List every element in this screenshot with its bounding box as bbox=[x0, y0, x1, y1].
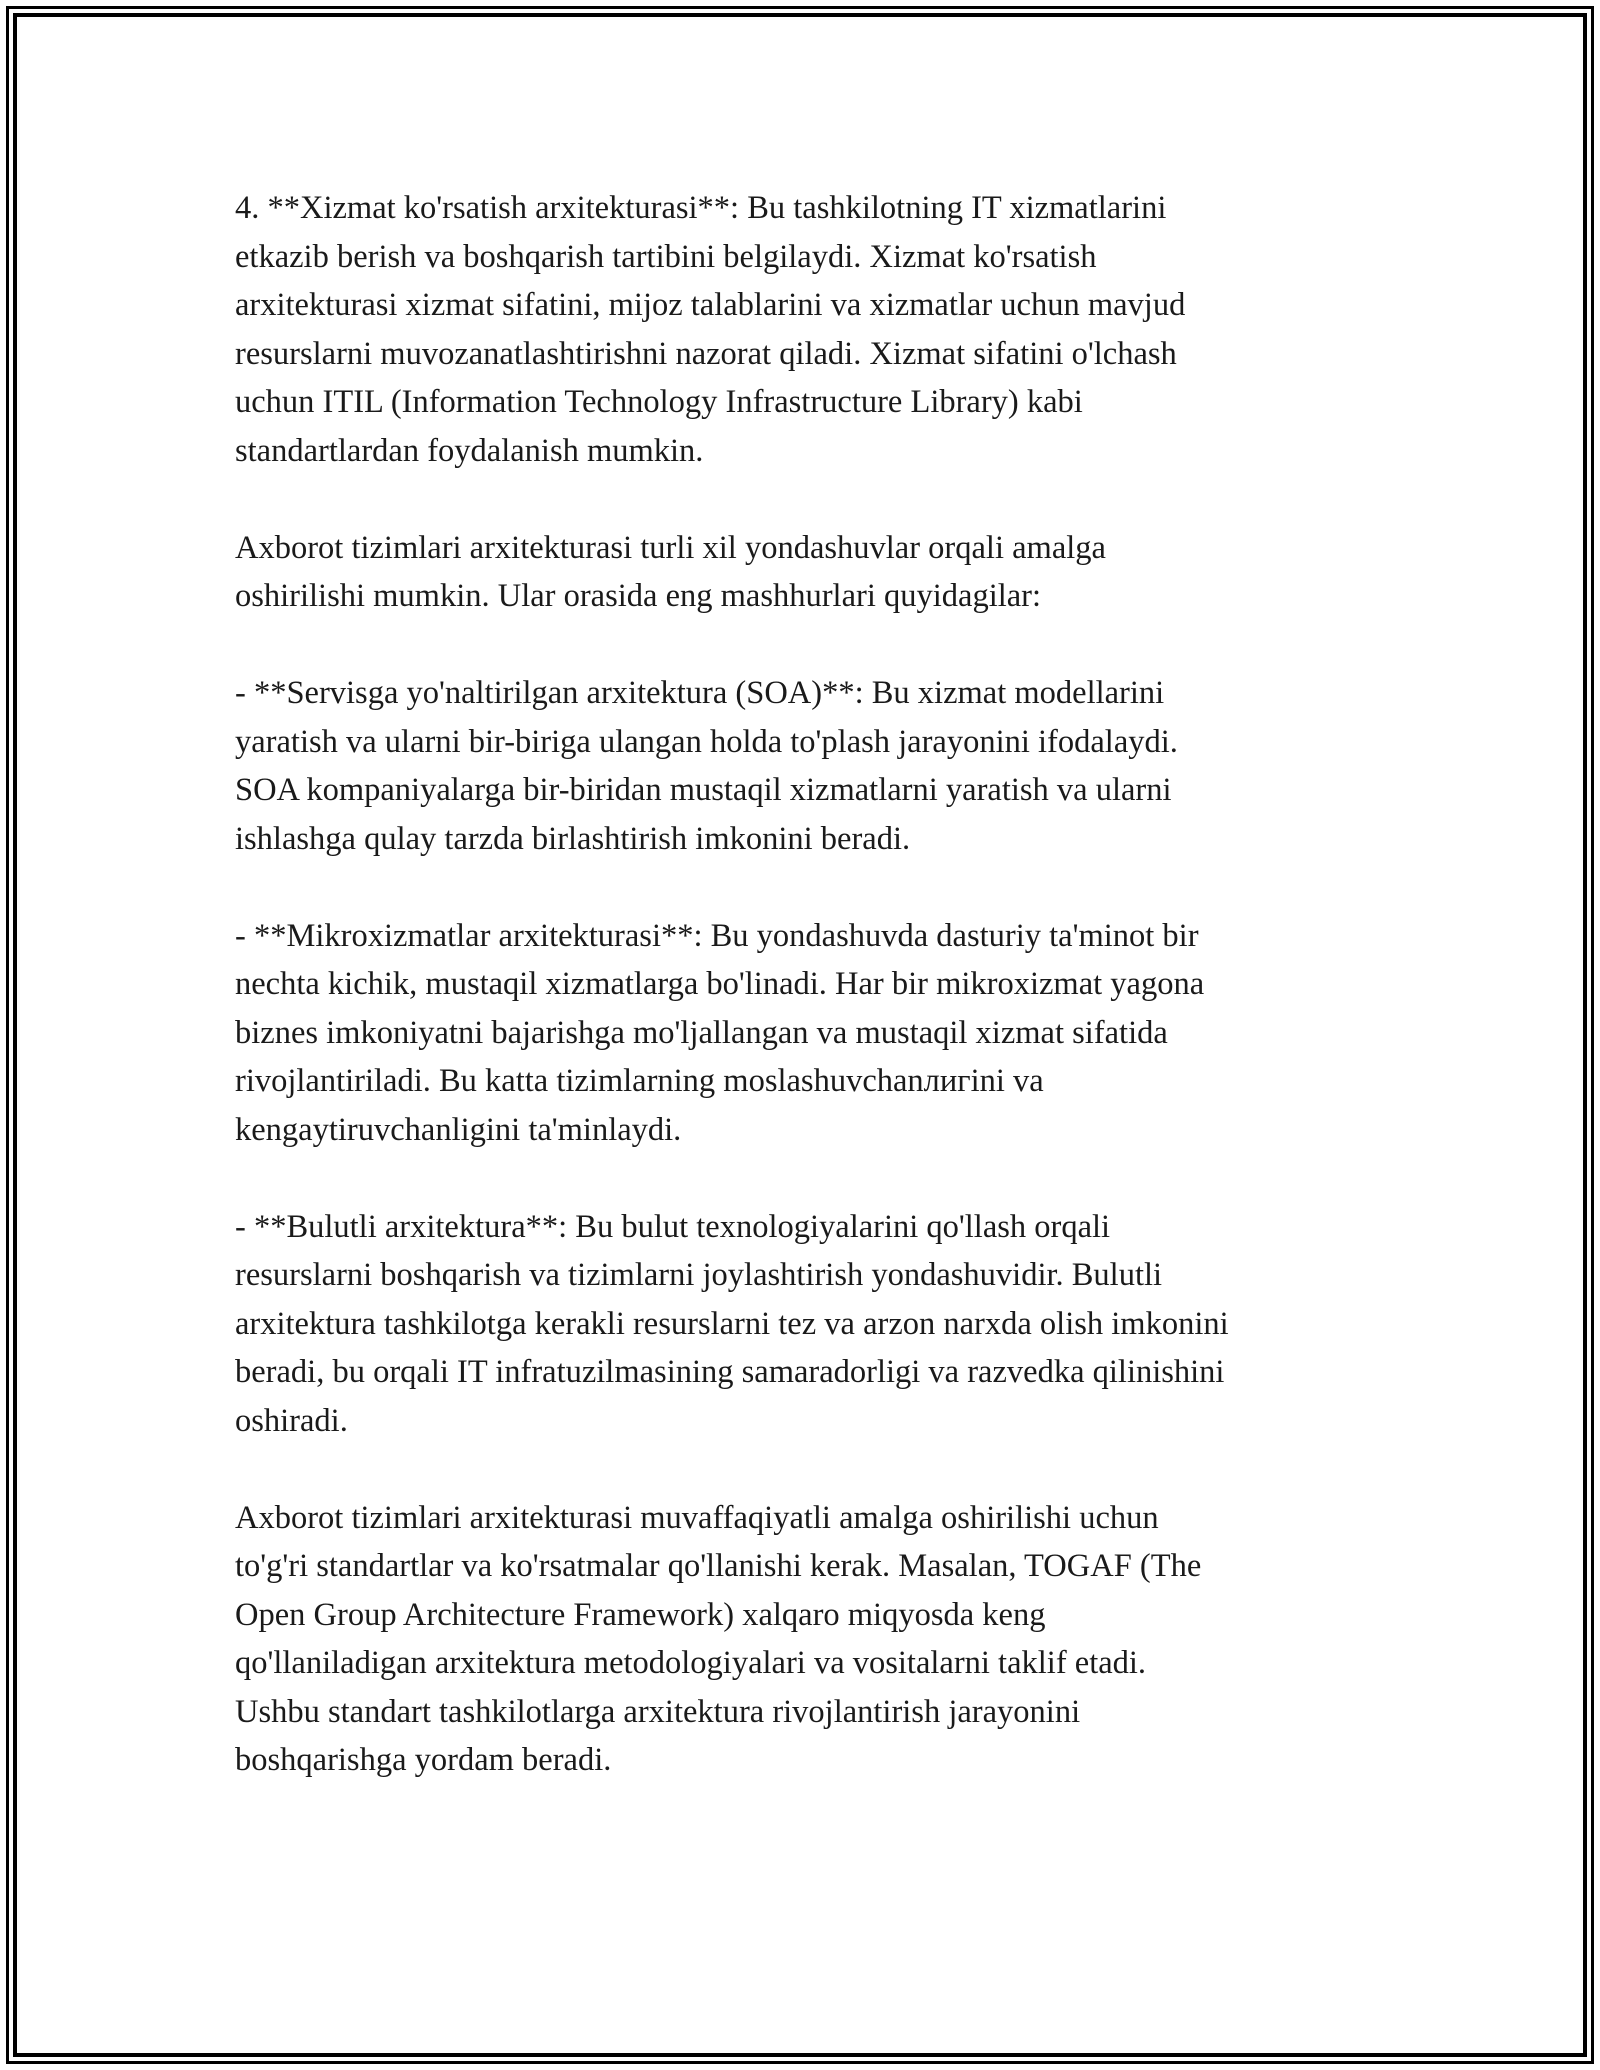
paragraph-cloud-architecture: - **Bulutli arxitektura**: Bu bulut texnologiyalarini qo'llash orqali resurslarni boshqarish va tizimlarni joylashtirish yondashuvidir. Bulutli arxitektura tashkilotga kerakli resurslarni tez va arzon narxda olish imkonini beradi, bu orqali IT infratuzilmasining samaradorligi va razvedka qilinishini oshiradi. bbox=[235, 1208, 1229, 1439]
paragraph-service-architecture: 4. **Xizmat ko'rsatish arxitekturasi**: Bu tashkilotning IT xizmatlarini etkazib berish va boshqarish tartibini belgilaydi. Xizmat ko'rsatish arxitekturasi xizmat sifatini, mijoz talablarini va xizmatlar uchun mavjud resurslarni muvozanatlashtirishni nazorat qiladi. Xizmat sifatini o'lchash uchun ITIL (Information Technology Infrastructure Library) kabi standartlardan foydalanish mumkin. bbox=[235, 190, 1186, 469]
paragraph-approaches-intro: Axborot tizimlari arxitekturasi turli xil yondashuvlar orqali amalga oshirilishi mumkin. Ular orasida eng mashhurlari quyidagilar: bbox=[235, 529, 1106, 614]
document-body bbox=[235, 184, 1365, 1785]
paragraph-microservices: - **Mikroxizmatlar arxitekturasi**: Bu yondashuvda dasturiy ta'minot bir nechta kichik, mustaqil xizmatlarga bo'linadi. Har bir mikroxizmat yagona biznes imkoniyatni bajarishga mo'ljallangan va mustaqil xizmat sifatida rivojlantiriladi. Bu katta tizimlarning moslashuvchanлигini va kengaytiruvchanligini ta'minlaydi. bbox=[235, 917, 1205, 1148]
paragraph-soa: - **Servisga yo'naltirilgan arxitektura (SOA)**: Bu xizmat modellarini yaratish va ularni bir-biriga ulangan holda to'plash jarayonini ifodalaydi. SOA kompaniyalarga bir-biridan mustaqil xizmatlarni yaratish va ularni ishlashga qulay tarzda birlashtirish imkonini beradi. bbox=[235, 675, 1178, 857]
paragraph-standards: Axborot tizimlari arxitekturasi muvaffaqiyatli amalga oshirilishi uchun to'g'ri standartlar va ko'rsatmalar qo'llanishi kerak. Masalan, TOGAF (The Open Group Architecture Framework) xalqaro miqyosda keng qo'llaniladigan arxitektura metodologiyalari va vositalarni taklif etadi. Ushbu standart tashkilotlarga arxitektura rivojlantirish jarayonini boshqarishga yordam beradi. bbox=[235, 1499, 1202, 1778]
